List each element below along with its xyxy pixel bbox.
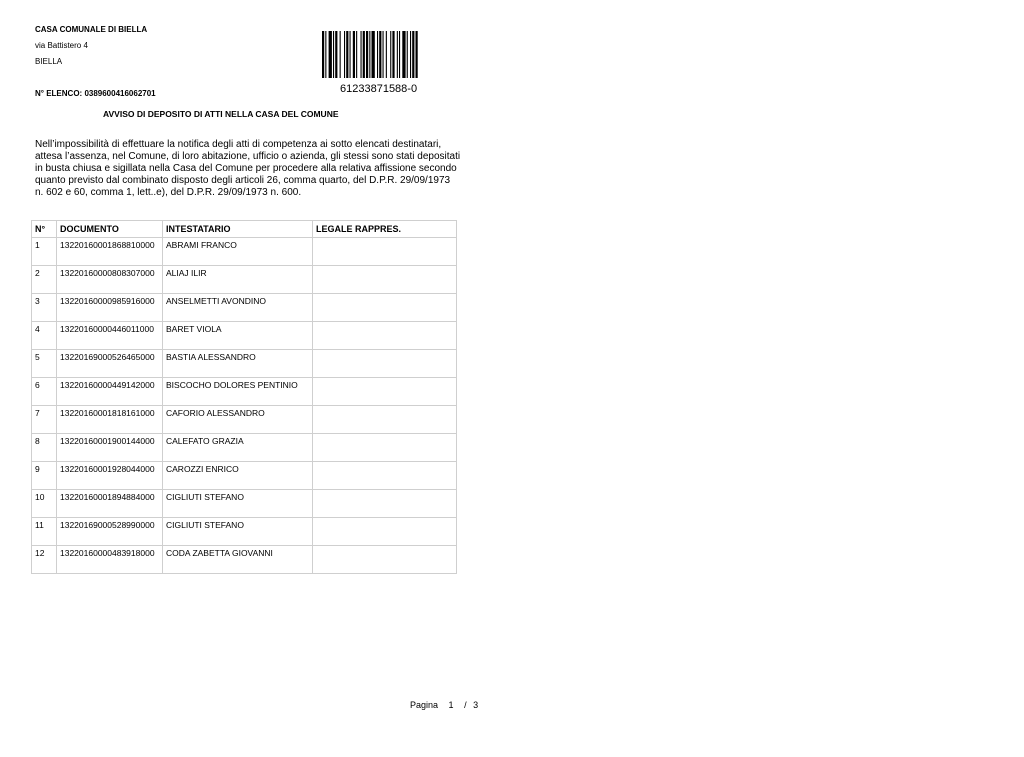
cell-n: 6	[32, 378, 57, 406]
cell-documento: 13220160000449142000	[57, 378, 163, 406]
cell-legale	[313, 406, 457, 434]
column-header-n: N°	[32, 221, 57, 238]
cell-documento: 13220160001868810000	[57, 238, 163, 266]
cell-intestatario: BISCOCHO DOLORES PENTINIO	[163, 378, 313, 406]
cell-documento: 13220160000985916000	[57, 294, 163, 322]
current-page: 1	[448, 700, 454, 710]
cell-n: 1	[32, 238, 57, 266]
notice-line: Nell’impossibilità di effettuare la notifica degli atti di competenza ai sotto elencati destinatari,	[35, 139, 442, 150]
elenco-value: 0389600416062701	[84, 89, 156, 98]
table-row	[32, 490, 457, 518]
cell-intestatario: CAROZZI ENRICO	[163, 462, 313, 490]
cell-documento: 13220169000528990000	[57, 518, 163, 546]
notice-line: in busta chiusa e sigillata nella Casa del Comune per procedere alla relativa affissione secondo	[35, 163, 457, 174]
cell-intestatario: CIGLIUTI STEFANO	[163, 490, 313, 518]
column-header-intestatario: INTESTATARIO	[163, 221, 313, 238]
notice-body	[35, 139, 475, 199]
cell-legale	[313, 266, 457, 294]
cell-intestatario: BARET VIOLA	[163, 322, 313, 350]
page-label: Pagina	[410, 700, 439, 710]
notice-line: quanto previsto dal combinato disposto degli articoli 26, comma quarto, del D.P.R. 29/09/1973	[35, 175, 451, 186]
cell-documento: 13220160001894884000	[57, 490, 163, 518]
cell-legale	[313, 294, 457, 322]
table-row	[32, 322, 457, 350]
cell-legale	[313, 350, 457, 378]
cell-n: 3	[32, 294, 57, 322]
table-row	[32, 266, 457, 294]
cell-intestatario: ALIAJ ILIR	[163, 266, 313, 294]
cell-legale	[313, 322, 457, 350]
elenco-label: N° ELENCO:	[35, 89, 83, 98]
elenco-number	[35, 89, 156, 98]
cell-n: 12	[32, 546, 57, 574]
barcode-icon	[322, 31, 438, 78]
table-row	[32, 238, 457, 266]
table-row	[32, 434, 457, 462]
cell-legale	[313, 378, 457, 406]
cell-n: 10	[32, 490, 57, 518]
cell-legale	[313, 462, 457, 490]
cell-intestatario: ANSELMETTI AVONDINO	[163, 294, 313, 322]
office-name: CASA COMUNALE DI BIELLA	[35, 25, 148, 34]
office-city: BIELLA	[35, 57, 63, 66]
table-row	[32, 294, 457, 322]
table-header-row	[32, 221, 457, 238]
cell-intestatario: ABRAMI FRANCO	[163, 238, 313, 266]
cell-documento: 13220160000808307000	[57, 266, 163, 294]
cell-intestatario: CIGLIUTI STEFANO	[163, 518, 313, 546]
cell-n: 8	[32, 434, 57, 462]
cell-legale	[313, 434, 457, 462]
page-footer	[410, 700, 478, 710]
cell-documento: 13220160000483918000	[57, 546, 163, 574]
cell-documento: 13220160001928044000	[57, 462, 163, 490]
table-row	[32, 350, 457, 378]
document-title: AVVISO DI DEPOSITO DI ATTI NELLA CASA DEL COMUNE	[103, 109, 339, 119]
table-row	[32, 546, 457, 574]
cell-intestatario: CODA ZABETTA GIOVANNI	[163, 546, 313, 574]
cell-n: 2	[32, 266, 57, 294]
column-header-legale: LEGALE RAPPRES.	[313, 221, 457, 238]
cell-n: 7	[32, 406, 57, 434]
cell-documento: 13220160000446011000	[57, 322, 163, 350]
recipients-table	[31, 220, 457, 574]
cell-documento: 13220160001900144000	[57, 434, 163, 462]
cell-documento: 13220160001818161000	[57, 406, 163, 434]
total-pages: 3	[473, 700, 479, 710]
notice-line: attesa l’assenza, nel Comune, di loro abitazione, ufficio o azienda, gli stessi sono stati depositati	[35, 151, 461, 162]
table-body	[32, 238, 457, 574]
column-header-documento: DOCUMENTO	[57, 221, 163, 238]
cell-legale	[313, 238, 457, 266]
table-row	[32, 462, 457, 490]
cell-legale	[313, 518, 457, 546]
table-row	[32, 518, 457, 546]
office-address: via Battistero 4	[35, 41, 88, 50]
table-row	[32, 378, 457, 406]
notice-line: n. 602 e 60, comma 1, lett..e), del D.P.R. 29/09/1973 n. 600.	[35, 187, 302, 198]
cell-legale	[313, 490, 457, 518]
cell-legale	[313, 546, 457, 574]
table-row	[32, 406, 457, 434]
cell-intestatario: CAFORIO ALESSANDRO	[163, 406, 313, 434]
cell-n: 9	[32, 462, 57, 490]
cell-documento: 13220169000526465000	[57, 350, 163, 378]
cell-intestatario: CALEFATO GRAZIA	[163, 434, 313, 462]
cell-n: 5	[32, 350, 57, 378]
cell-intestatario: BASTIA ALESSANDRO	[163, 350, 313, 378]
barcode-text: 61233871588-0	[340, 83, 418, 95]
page-separator: /	[464, 700, 467, 710]
cell-n: 4	[32, 322, 57, 350]
cell-n: 11	[32, 518, 57, 546]
